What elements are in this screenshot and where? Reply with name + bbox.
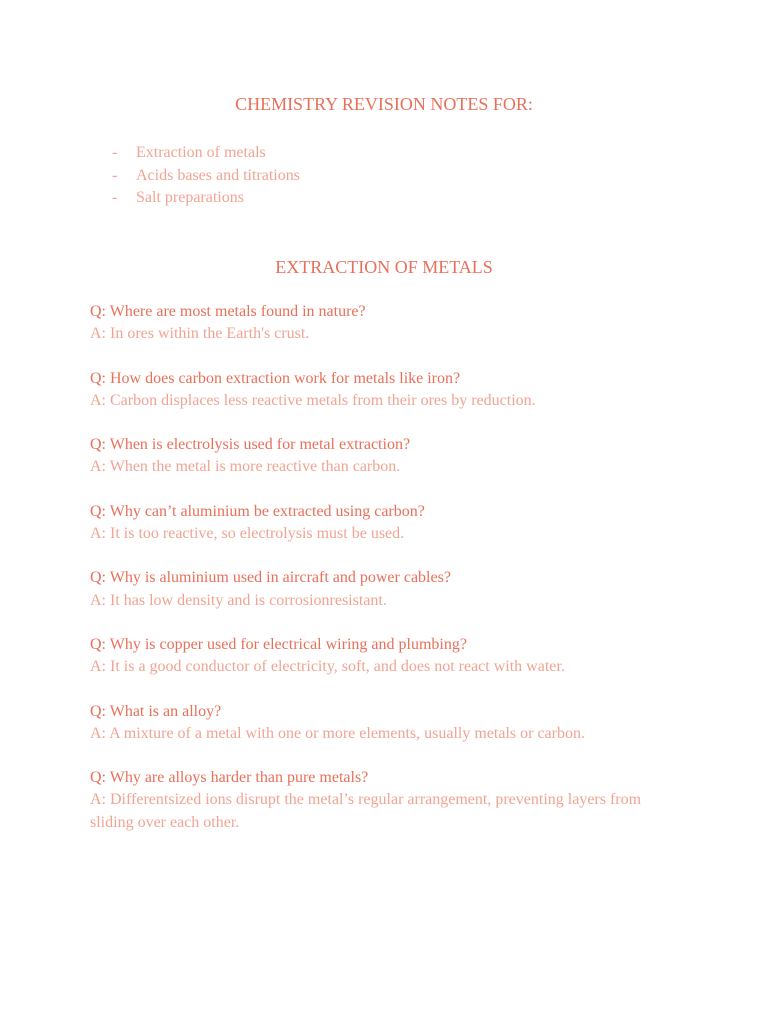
list-dash: - (112, 166, 118, 184)
answer-text: A: Carbon displaces less reactive metals from their ores by reduction. (90, 391, 536, 409)
question-text: Q: When is electrolysis used for metal extraction? (90, 436, 411, 454)
question-text: Q: How does carbon extraction work for metals like iron? (90, 369, 461, 387)
topic-list (112, 142, 300, 210)
answer-text: A: In ores within the Earth's crust. (90, 325, 310, 343)
question-text: Q: What is an alloy? (90, 702, 222, 720)
topic-item (112, 187, 300, 210)
qa-list (90, 301, 680, 856)
answer-text: A: It is too reactive, so electrolysis must be used. (90, 525, 405, 543)
qa-item (90, 301, 680, 346)
question-text: Q: Where are most metals found in nature? (90, 303, 366, 320)
topic-label: Extraction of metals (136, 144, 266, 161)
topic-label: Acids bases and titrations (136, 166, 300, 184)
topic-item (112, 165, 300, 188)
qa-item (90, 767, 680, 834)
qa-item (90, 501, 680, 546)
answer-text: A: Differentsized ions disrupt the metal’s regular arrangement, preventing layers from sliding over each other. (90, 791, 642, 831)
topic-item (112, 142, 300, 165)
section-title: EXTRACTION OF METALS (275, 257, 493, 277)
answer-text: A: It has low density and is corrosionresistant. (90, 591, 387, 609)
page-title: CHEMISTRY REVISION NOTES FOR: (235, 94, 533, 114)
topic-label: Salt preparations (136, 189, 244, 206)
list-dash: - (112, 144, 118, 161)
qa-item (90, 368, 680, 413)
answer-text: A: A mixture of a metal with one or more elements, usually metals or carbon. (90, 724, 585, 742)
qa-item (90, 434, 680, 479)
question-text: Q: Why is copper used for electrical wiring and plumbing? (90, 635, 467, 653)
qa-item (90, 701, 680, 746)
answer-text: A: It is a good conductor of electricity, soft, and does not react with water. (90, 658, 565, 676)
question-text: Q: Why is aluminium used in aircraft and power cables? (90, 569, 451, 587)
answer-text: A: When the metal is more reactive than carbon. (90, 458, 401, 476)
question-text: Q: Why are alloys harder than pure metals? (90, 769, 369, 787)
qa-item (90, 567, 680, 612)
question-text: Q: Why can’t aluminium be extracted using carbon? (90, 502, 425, 520)
list-dash: - (112, 189, 118, 206)
qa-item (90, 634, 680, 679)
